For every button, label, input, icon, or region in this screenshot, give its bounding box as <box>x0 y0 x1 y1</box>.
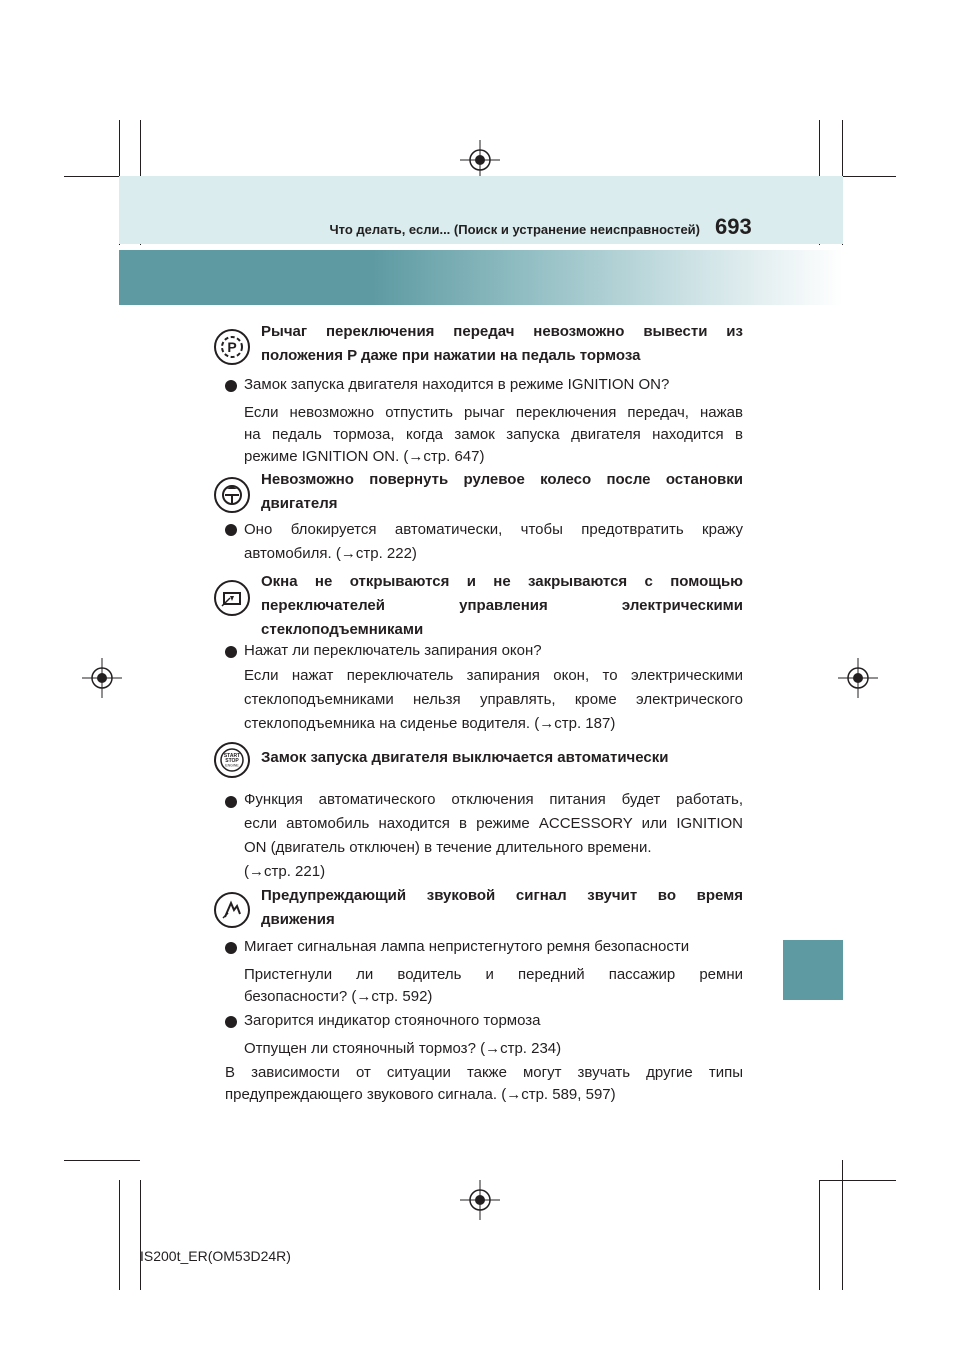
bullet <box>225 380 237 392</box>
section5-paragraph1: Пристегнули ли водитель и передний пассажир ремни безопасности? (→стр. 592) <box>244 966 743 1005</box>
bullet <box>225 942 237 954</box>
bullet <box>225 646 237 658</box>
header-gradient-bar <box>119 250 843 305</box>
registration-mark-right <box>838 658 878 698</box>
steering-lock-icon <box>214 477 250 513</box>
section5-bullet2: Загорится индикатор стояночного тормоза <box>244 1012 541 1029</box>
start-stop-button-icon <box>214 742 250 778</box>
stop-label: STOP <box>225 758 239 764</box>
section3-paragraph1: Если нажат переключатель запирания окон, то электрическими стеклоподъемниками нельзя управлять, кроме электрического стеклоподъемника на сиденье водителя. (→стр. 187) <box>244 667 743 732</box>
bullet <box>225 796 237 808</box>
engine-label: ENGINE <box>225 763 239 768</box>
section5-paragraph3: В зависимости от ситуации также могут звучать другие типы предупреждающего звукового сигнала. (→стр. 589, 597) <box>225 1064 743 1103</box>
section1-paragraph1: Если невозможно отпустить рычаг переключения передач, нажав на педаль тормоза, когда замок запуска двигателя находится в режиме IGNITION ON. (→стр. 647) <box>244 404 743 465</box>
shift-lever-p-icon <box>214 329 250 365</box>
bullet <box>225 1016 237 1028</box>
registration-mark-left <box>82 658 122 698</box>
chapter-side-tab <box>783 940 843 1000</box>
svg-text:P: P <box>227 339 237 355</box>
registration-mark-top <box>460 140 500 180</box>
registration-mark-bottom <box>460 1180 500 1220</box>
section3-bullet1: Нажат ли переключатель запирания окон? <box>244 642 542 659</box>
section2-heading: Невозможно повернуть рулевое колесо после остановки двигателя <box>261 471 743 512</box>
power-window-icon <box>214 580 250 616</box>
section5-bullet1: Мигает сигнальная лампа непристегнутого ремня безопасности <box>244 938 690 955</box>
page-number: 693 <box>715 214 752 239</box>
section1-heading: Рычаг переключения передач невозможно вывести из положения P даже при нажатии на педаль тормоза <box>261 323 743 364</box>
section5-heading: Предупреждающий звуковой сигнал звучит во время движения <box>261 887 743 928</box>
section3-heading: Окна не открываются и не закрываются с помощью переключателей управления электрическими стеклоподъемниками <box>261 573 743 638</box>
header-title: Что делать, если... (Поиск и устранение неисправностей) <box>329 222 700 237</box>
section4-heading: Замок запуска двигателя выключается автоматически <box>261 749 669 766</box>
footer-document-code: IS200t_ER(OM53D24R) <box>140 1248 291 1264</box>
section4-bullet1: Функция автоматического отключения питания будет работать, если автомобиль находится в режиме ACCESSORY или IGNITION ON (двигатель отключен) в течение длительного времени. (→стр. 221) <box>244 791 743 880</box>
bullet <box>225 524 237 536</box>
warning-buzzer-icon <box>214 892 250 928</box>
section5-paragraph2: Отпущен ли стояночный тормоз? (→стр. 234) <box>244 1040 562 1057</box>
section2-bullet1: Оно блокируется автоматически, чтобы предотвратить кражу автомобиля. (→стр. 222) <box>244 521 743 562</box>
section1-bullet1: Замок запуска двигателя находится в режиме IGNITION ON? <box>244 376 670 393</box>
start-label: START <box>223 753 241 759</box>
